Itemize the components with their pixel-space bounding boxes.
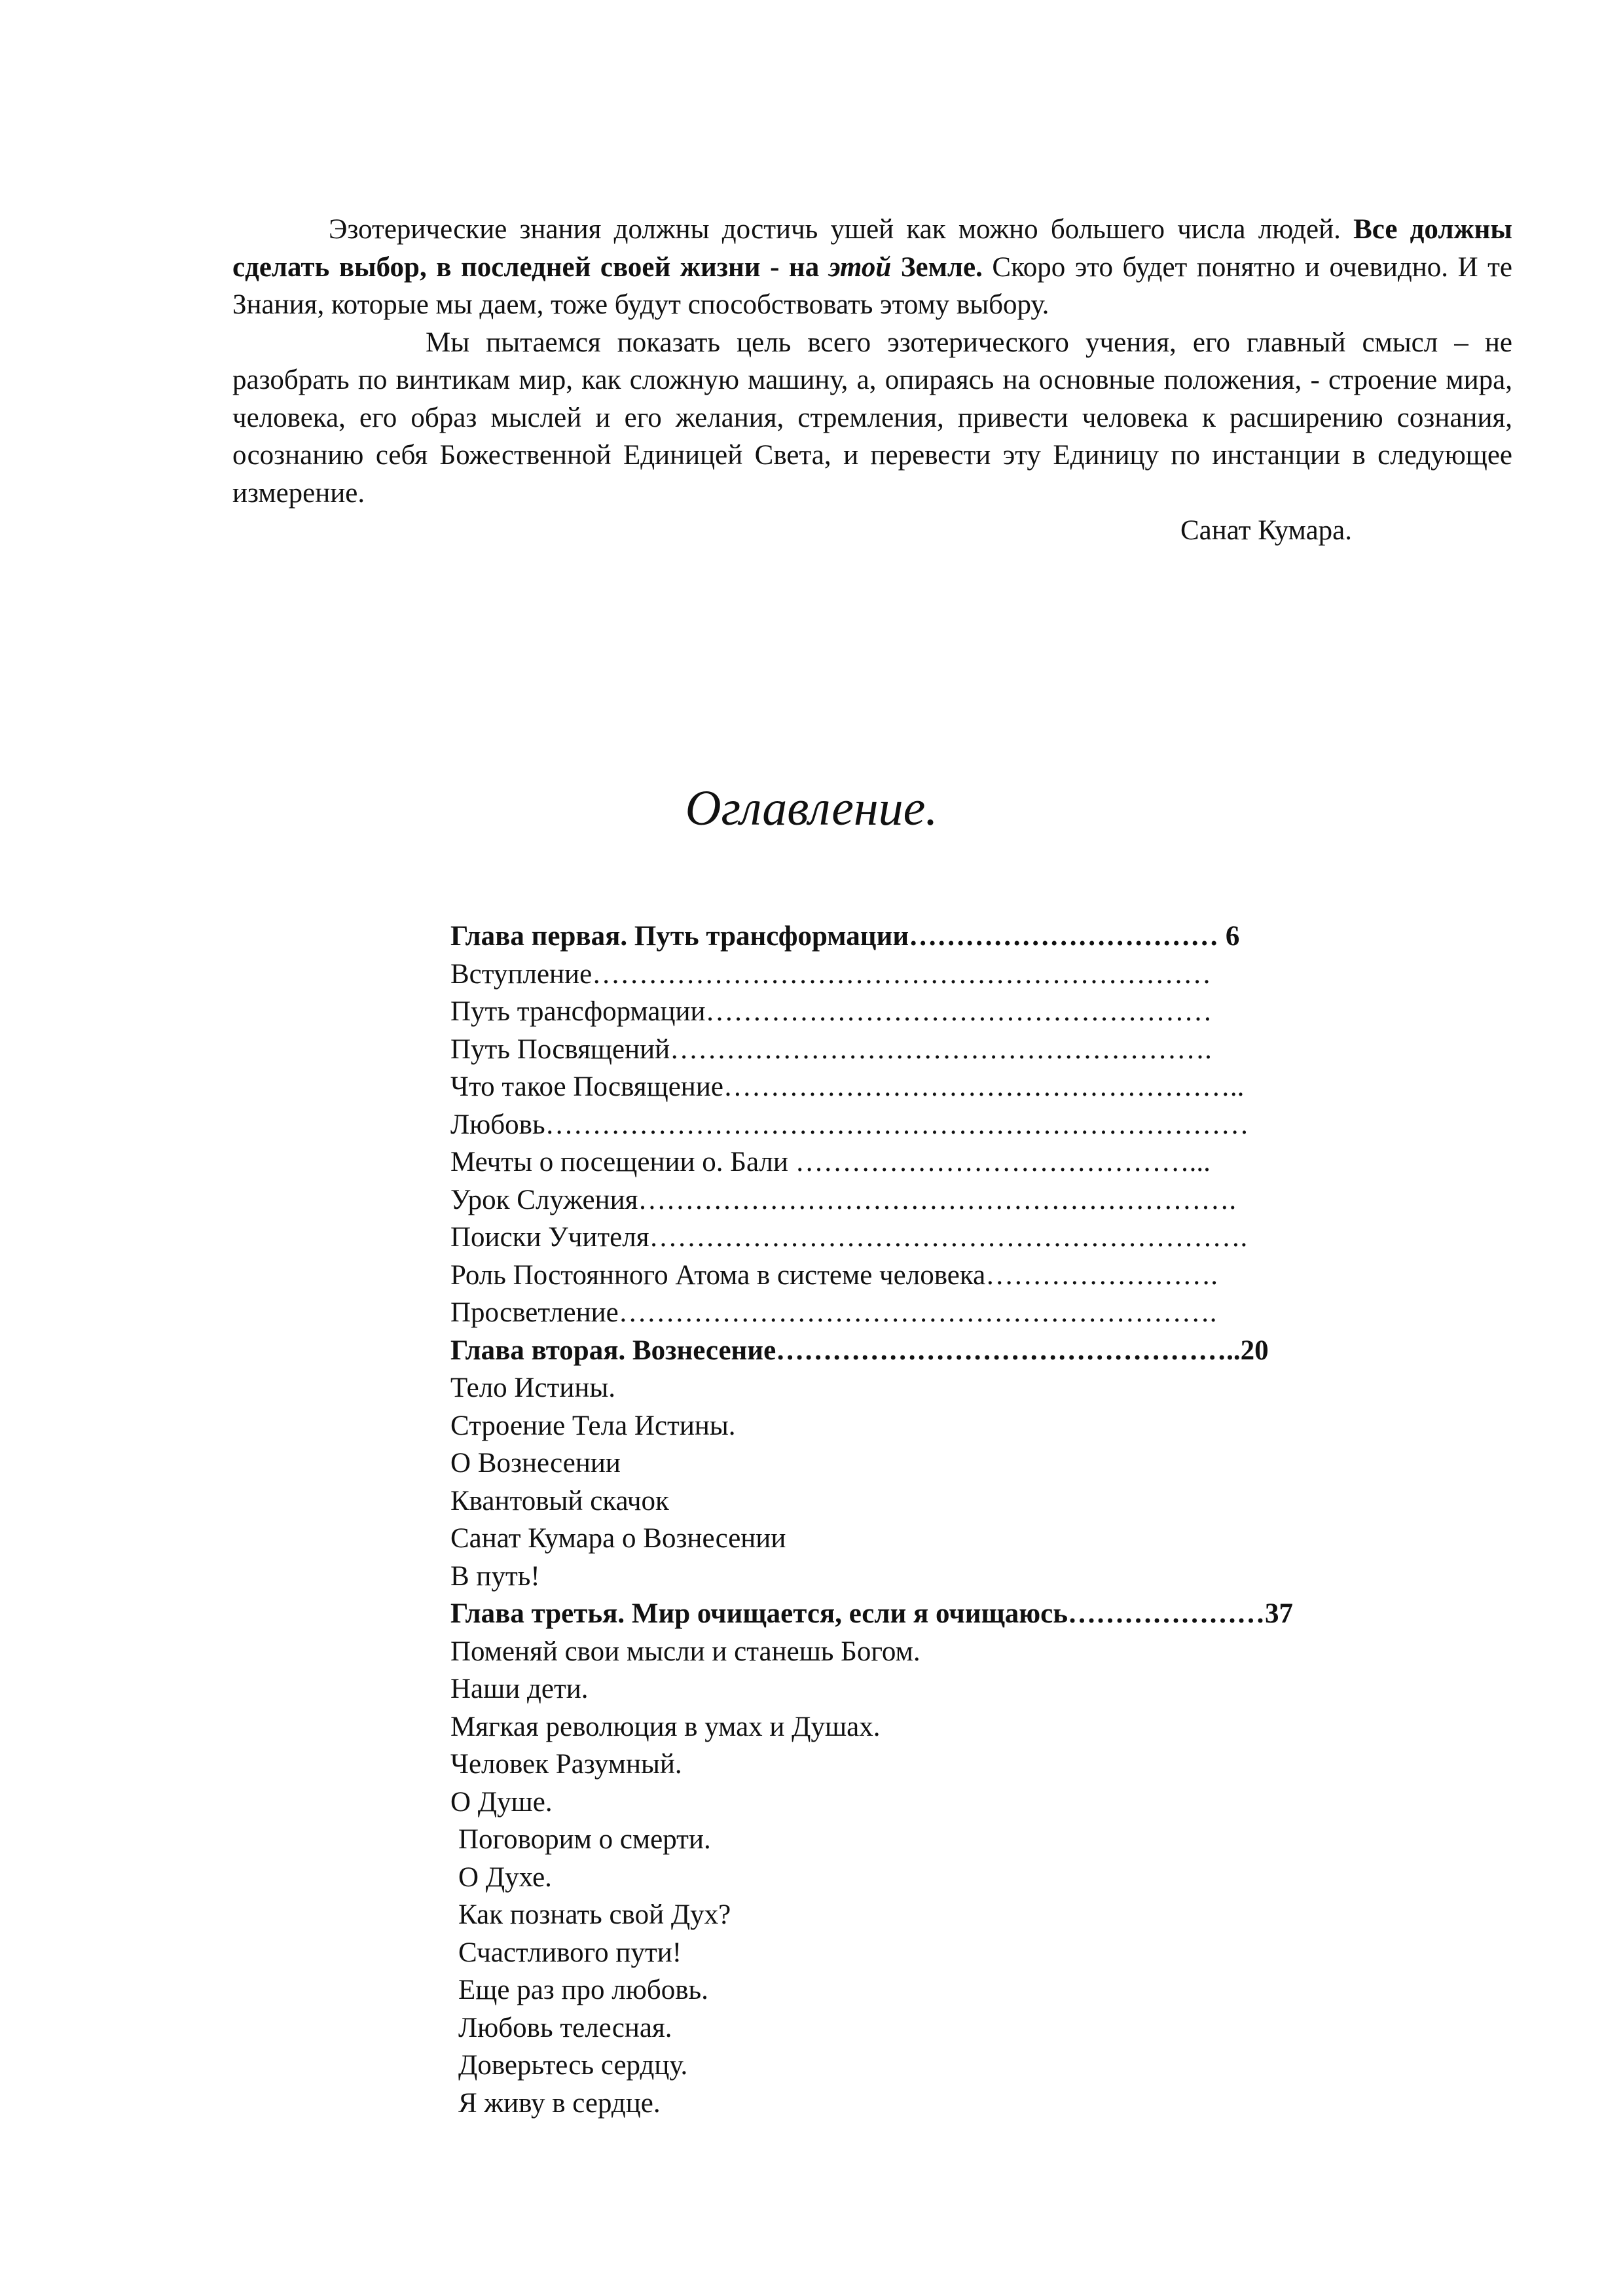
toc-entry: О Вознесении — [450, 1448, 621, 1479]
toc-entry: Урок Служения………………………………………………………. — [450, 1184, 1237, 1215]
toc-entry: Строение Тела Истины. — [450, 1410, 736, 1441]
toc-entry: Мягкая революция в умах и Душах. — [450, 1711, 881, 1742]
toc-entry: Доверьтесь сердцу. — [458, 2050, 688, 2081]
intro-p1-bold: Все должны сделать выбор, в последней своей жизни - на этой Земле. — [232, 214, 1513, 283]
toc-entry: Поиски Учителя………………………………………………………. — [450, 1222, 1248, 1253]
toc-entry: Мечты о посещении о. Бали ……………………………………... — [450, 1147, 1211, 1177]
toc-entry: Тело Истины. — [450, 1372, 616, 1403]
toc-entry: Квантовый скачок — [450, 1485, 669, 1516]
signature: Санат Кумара. — [1180, 515, 1352, 546]
toc-entry: О Душе. — [450, 1786, 553, 1818]
toc-entry: Как познать свой Дух? — [458, 1899, 731, 1930]
toc-title: Оглавление. — [685, 781, 938, 836]
intro-p1-text: Эзотерические знания должны достичь ушей как можно большего числа людей. — [329, 214, 1341, 245]
toc-entry: Что такое Посвящение……………………………………………….. — [450, 1071, 1245, 1102]
toc-chapter-3: Глава третья. Мир очищается, если я очищаюсь…………………37 — [450, 1598, 1293, 1629]
intro-section — [232, 211, 1512, 550]
toc-entry: Человек Разумный. — [450, 1749, 682, 1780]
intro-paragraph-2: Мы пытаемся показать цель всего эзотерического учения, его главный смысл – не разобрать по винтикам мир, как сложную машину, а, опираясь на основные положения, - строение мира, человека, его образ мыслей и его желания, стремления, привести человека к расширению сознания, осознанию себя Божественной Единицей Света, и перевести эту Единицу по инстанции в следующее измерение. — [232, 327, 1512, 509]
toc-entry: Еще раз про любовь. — [458, 1975, 708, 2005]
toc-entry: О Духе. — [458, 1861, 552, 1893]
table-of-contents — [450, 918, 1498, 2122]
toc-entry: Путь трансформации……………………………………………… — [450, 996, 1213, 1027]
intro-paragraph-1 — [232, 211, 1512, 324]
toc-entry: Любовь телесная. — [458, 2012, 672, 2043]
intro-p1-tail: Скоро это будет понятно и очевидно. И те Знания, которые мы даем, тоже будут способствовать этому выбору. — [232, 251, 1513, 320]
toc-chapter-2: Глава вторая. Вознесение…………………………………………..20 — [450, 1335, 1269, 1366]
toc-entry: Поговорим о смерти. — [458, 1824, 711, 1855]
toc-entry: Я живу в сердце. — [458, 2087, 661, 2119]
toc-chapter-1: Глава первая. Путь трансформации…………………………… 6 — [450, 921, 1240, 952]
toc-entry: Роль Постоянного Атома в системе человека……………………. — [450, 1259, 1218, 1291]
toc-entry: Любовь………………………………………………………………… — [450, 1109, 1249, 1140]
toc-entry: В путь! — [450, 1560, 540, 1592]
toc-entry: Поменяй свои мысли и станешь Богом. — [450, 1636, 921, 1667]
toc-entry: Санат Кумара о Вознесении — [450, 1523, 786, 1554]
toc-entry: Наши дети. — [450, 1674, 589, 1704]
toc-entry: Счастливого пути! — [458, 1937, 682, 1968]
toc-entry: Вступление………………………………………………………… — [450, 958, 1212, 990]
toc-entry: Просветление………………………………………………………. — [450, 1297, 1217, 1328]
toc-entry: Путь Посвящений…………………………………………………. — [450, 1033, 1212, 1065]
